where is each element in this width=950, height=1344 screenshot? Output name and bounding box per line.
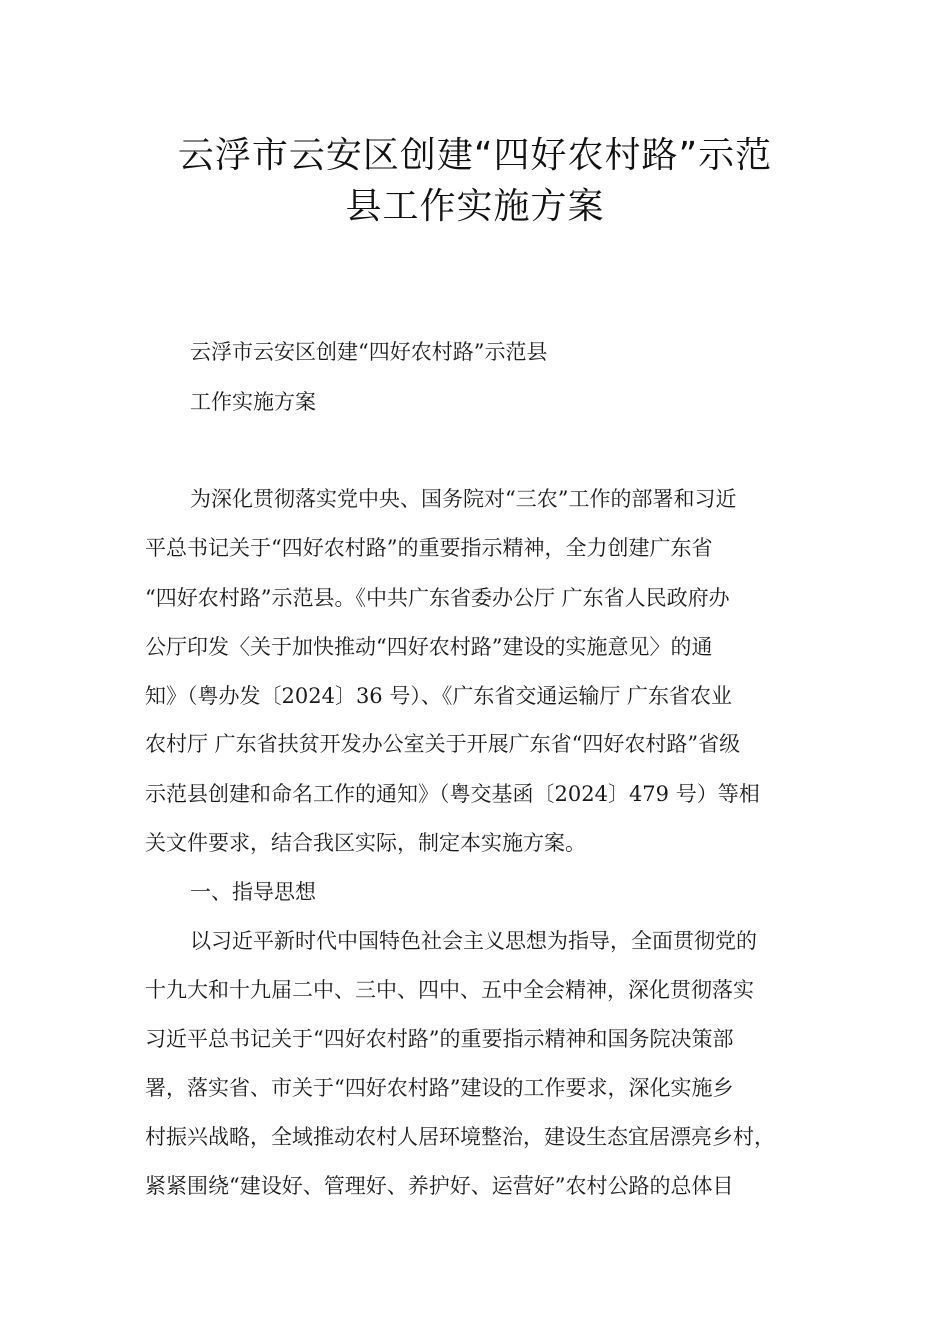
paragraph-1-line: 示范县创建和命名工作的通知》（粤交基函〔2024〕479 号）等相 [145,782,760,806]
subtitle-line-1: 云浮市云安区创建“四好农村路”示范县 [190,340,548,364]
paragraph-2-line: 署，落实省、市关于“四好农村路”建设的工作要求，深化实施乡 [145,1076,734,1100]
document-title-line-2: 县工作实施方案 [345,186,605,227]
paragraph-2-line: 习近平总书记关于“四好农村路”的重要指示精神和国务院决策部 [145,1027,734,1051]
paragraph-1-line: 农村厅 广东省扶贫开发办公室关于开展广东省“四好农村路”省级 [145,732,741,756]
paragraph-1-line: 关文件要求，结合我区实际，制定本实施方案。 [145,831,586,855]
paragraph-1-line: 公厅印发〈关于加快推动“四好农村路”建设的实施意见〉的通 [145,635,713,659]
paragraph-2-line: 村振兴战略，全域推动农村人居环境整治，建设生态宜居漂亮乡村， [145,1125,775,1149]
document-title-line-1: 云浮市云安区创建“四好农村路”示范 [177,135,773,176]
paragraph-1-line: 为深化贯彻落实党中央、国务院对“三农”工作的部署和习近 [190,487,737,511]
paragraph-2-line: 以习近平新时代中国特色社会主义思想为指导，全面贯彻党的 [190,929,757,953]
paragraph-2-line: 紧紧围绕“建设好、管理好、养护好、运营好”农村公路的总体目 [145,1174,734,1198]
paragraph-1-line: 平总书记关于“四好农村路”的重要指示精神，全力创建广东省 [145,536,713,560]
paragraph-1-line: “四好农村路”示范县。《中共广东省委办公厅 广东省人民政府办 [145,586,730,610]
section-1-heading: 一、指导思想 [190,880,316,904]
paragraph-2-line: 十九大和十九届二中、三中、四中、五中全会精神，深化贯彻落实 [145,978,754,1002]
paragraph-1-line: 知》（粤办发〔2024〕36 号）、《广东省交通运输厅 广东省农业 [145,684,733,708]
subtitle-line-2: 工作实施方案 [190,390,316,414]
